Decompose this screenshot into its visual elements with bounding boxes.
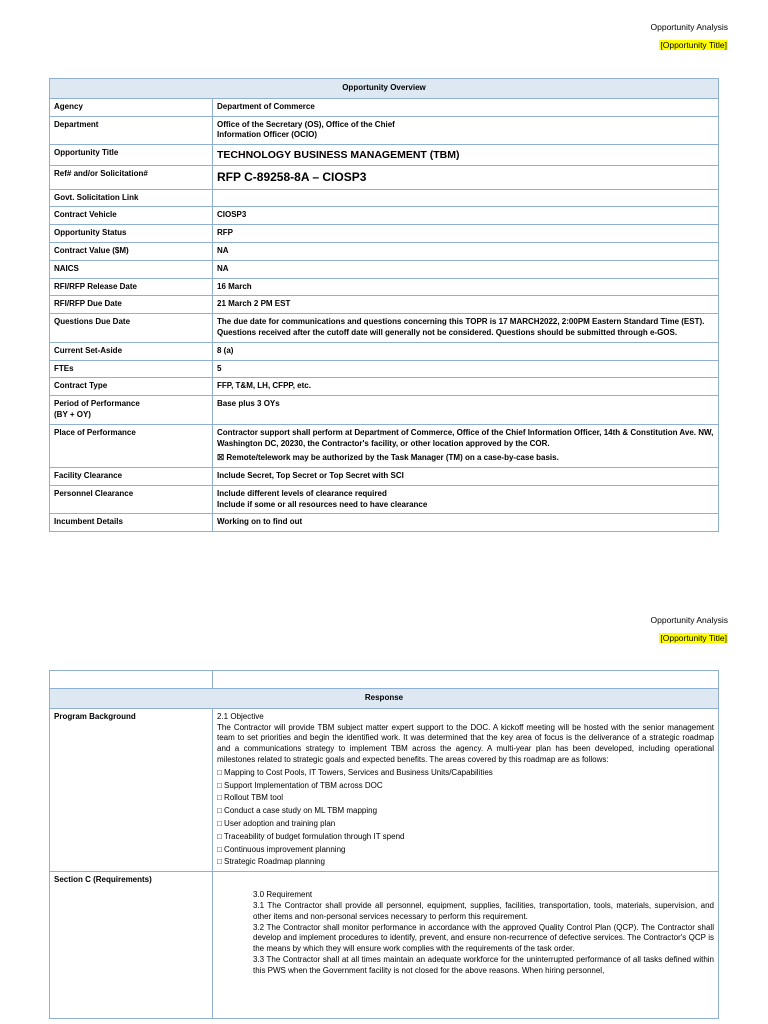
row-value-line: Include if some or all resources need to have clearance [217,499,428,509]
row-value: The due date for communications and questions concerning this TOPR is 17 MARCH2022, 2:00PM Eastern Standard Time (EST). Questions received after the cutoff date will generally not be considered. Questions should be submitted through e-GOS. [213,314,719,343]
row-label-line: Period of Performance [54,399,140,409]
row-value [213,485,719,514]
table-row [50,189,719,207]
table-row [50,468,719,486]
table-section-header [50,689,719,709]
table-section-header [50,79,719,99]
row-value: 21 March 2 PM EST [213,296,719,314]
row-value: 5 [213,360,719,378]
table-row [50,242,719,260]
row-value: RFP C-89258-8A – CIOSP3 [213,166,719,189]
table-row [50,342,719,360]
row-value: RFP [213,225,719,243]
row-label [50,396,213,425]
row-label: NAICS [50,260,213,278]
row-label: Personnel Clearance [50,485,213,514]
section-title: Opportunity Overview [50,79,719,99]
row-label: Ref# and/or Solicitation# [50,166,213,189]
table-row [50,296,719,314]
list-item: □ Conduct a case study on ML TBM mapping [217,806,378,816]
row-label: RFI/RFP Due Date [50,296,213,314]
row-value: NA [213,260,719,278]
list-item: □ Support Implementation of TBM across DOC [217,780,383,790]
empty-row [50,671,719,689]
section-title: Response [50,689,719,709]
header-opportunity-title: [Opportunity Title] [660,633,727,643]
row-label: Current Set-Aside [50,342,213,360]
row-value: Working on to find out [213,514,719,532]
row-label: FTEs [50,360,213,378]
row-value-line: Contractor support shall perform at Department of Commerce, Office of the Chief Information Officer, 14th & Constitution Ave. NW, Washington DC, 20230, the Contractor's facility, or other location approved by the COR. [217,427,714,448]
row-label: Contract Vehicle [50,207,213,225]
row-value: Include Secret, Top Secret or Top Secret with SCI [213,468,719,486]
row-value: NA [213,242,719,260]
table-row [50,378,719,396]
table-row [50,314,719,343]
opportunity-overview-table [49,78,719,532]
row-label-line: (BY + OY) [54,409,91,419]
requirement-paragraph: 3.2 The Contractor shall monitor performance in accordance with the approved Quality Control Plan (QCP). The Contractor shall develop and implement procedures to identify, prevent, and ensure non-recurrence of defective services. The Contractor's QCP is the means by which they will ensure work complies with the requirements of the task order. [253,922,714,954]
page-header [651,22,728,50]
table-row [50,225,719,243]
row-label: Opportunity Title [50,145,213,166]
row-value [213,189,719,207]
table-row [50,116,719,145]
row-value-line: ☒ Remote/telework may be authorized by the Task Manager (TM) on a case-by-case basis. [217,453,559,463]
table-row [50,396,719,425]
table-row [50,424,719,467]
row-value-line: Include different levels of clearance required [217,488,387,498]
table-row [50,514,719,532]
empty-cell [50,671,213,689]
header-opportunity-title: [Opportunity Title] [660,40,727,50]
row-value: FFP, T&M, LH, CFPP, etc. [213,378,719,396]
list-item: □ Strategic Roadmap planning [217,857,326,867]
row-label: Department [50,116,213,145]
row-label: Govt. Solicitation Link [50,189,213,207]
requirement-paragraph: 3.1 The Contractor shall provide all personnel, equipment, supplies, facilities, transportation, tools, materials, supervision, and other items and non-personal services necessary to perform this requirement. [253,900,714,921]
objective-paragraph: The Contractor will provide TBM subject matter expert support to the DOC. A kickoff meeting will be hosted with the senior management team to set priorities and begin the identified work. It was determined that the key area of focus is the deliverance of a strategic roadmap and a communications strategy to implement TBM across the agency. A multi-year plan has been developed, including operational milestones related to strategic goals and expected benefits. The areas covered by this roadmap are as follows: [217,722,714,764]
header-title: Opportunity Analysis [650,22,728,32]
objective-heading: 2.1 Objective [217,711,264,721]
row-value [213,116,719,145]
table-row [50,485,719,514]
row-value: 16 March [213,278,719,296]
empty-cell [213,671,719,689]
row-value-line: Information Officer (OCIO) [217,130,317,140]
header-title: Opportunity Analysis [650,615,728,625]
table-row [50,278,719,296]
table-row [50,872,719,1019]
row-label: Opportunity Status [50,225,213,243]
row-value: Department of Commerce [213,98,719,116]
row-label: Questions Due Date [50,314,213,343]
requirement-paragraph: 3.3 The Contractor shall at all times maintain an adequate workforce for the uninterrupted performance of all tasks defined within this PWS when the Government facility is not closed for the above reasons. When hiring personnel, [253,954,714,975]
row-value [213,872,719,1019]
response-table [49,670,719,1019]
row-label: Incumbent Details [50,514,213,532]
row-value: Base plus 3 OYs [213,396,719,425]
row-value: 8 (a) [213,342,719,360]
row-label: Facility Clearance [50,468,213,486]
row-value: TECHNOLOGY BUSINESS MANAGEMENT (TBM) [213,145,719,166]
table-row [50,360,719,378]
row-label: Program Background [50,708,213,871]
row-label: Section C (Requirements) [50,872,213,1019]
row-label: RFI/RFP Release Date [50,278,213,296]
table-row [50,98,719,116]
row-value [213,708,719,871]
page-header [651,615,728,643]
row-value [213,424,719,467]
list-item: □ User adoption and training plan [217,818,336,828]
table-row [50,166,719,189]
list-item: □ Continuous improvement planning [217,844,346,854]
row-label: Place of Performance [50,424,213,467]
row-label: Contract Value ($M) [50,242,213,260]
requirement-heading: 3.0 Requirement [253,890,313,900]
row-label: Contract Type [50,378,213,396]
list-item: □ Traceability of budget formulation through IT spend [217,831,405,841]
list-item: □ Rollout TBM tool [217,793,284,803]
list-item: □ Mapping to Cost Pools, IT Towers, Services and Business Units/Capabilities [217,767,493,777]
table-row [50,708,719,871]
row-label: Agency [50,98,213,116]
row-value: CIOSP3 [213,207,719,225]
row-value-line: Office of the Secretary (OS), Office of the Chief [217,119,395,129]
table-row [50,260,719,278]
table-row [50,207,719,225]
table-row [50,145,719,166]
